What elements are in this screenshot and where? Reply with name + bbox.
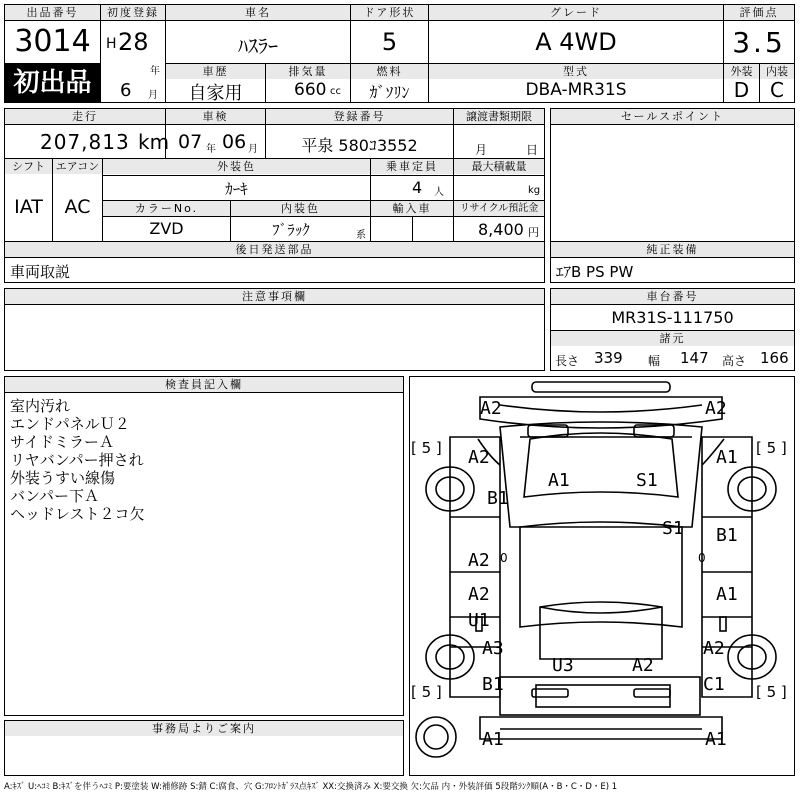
length-value: 339 xyxy=(594,349,623,367)
damage-mark: S1 xyxy=(662,518,684,539)
era: H xyxy=(106,36,117,52)
damage-mark: A1 xyxy=(548,470,570,491)
door-mark: 0 xyxy=(500,551,508,565)
tire-depth: [ 5 ] xyxy=(756,439,787,457)
load-unit: kg xyxy=(528,185,541,196)
model-label: 型式 xyxy=(429,64,723,79)
recycle-value: 8,400 xyxy=(478,220,524,239)
damage-mark: A1 xyxy=(705,729,727,750)
lot-number-label: 出品番号 xyxy=(5,5,100,20)
door-label: ドア形状 xyxy=(351,5,428,20)
interior-color-label: 内装色 xyxy=(231,201,370,216)
transfer-day: 日 xyxy=(526,143,539,157)
damage-mark: A2 xyxy=(468,550,490,571)
door-mark: 0 xyxy=(698,551,706,565)
length-label: 長さ xyxy=(555,354,580,368)
interior-label: 内装 xyxy=(760,64,794,79)
damage-mark: S1 xyxy=(636,470,658,491)
damage-mark: B1 xyxy=(487,488,509,509)
mileage-value: 207,813 xyxy=(40,130,130,154)
inspector-line: サイドミラーＡ xyxy=(10,433,114,451)
transfer-label: 譲渡書類期限 xyxy=(454,109,544,124)
chassis-label: 車台番号 xyxy=(551,289,794,304)
door-value: 5 xyxy=(381,28,398,56)
damage-mark: A2 xyxy=(468,447,490,468)
inspection-year: 07 xyxy=(178,131,203,153)
width-label: 幅 xyxy=(648,354,661,368)
exterior-score: D xyxy=(733,78,750,102)
shift-value: IAT xyxy=(14,196,43,218)
inspector-line: バンパー下Ａ xyxy=(10,487,99,505)
mileage-unit: km xyxy=(138,130,170,154)
damage-mark: A1 xyxy=(482,729,504,750)
score-value: 3.5 xyxy=(732,26,786,59)
car-outline-diagram xyxy=(410,377,793,774)
lot-number: 3014 xyxy=(14,24,91,59)
specs-label: 諸元 xyxy=(551,331,794,346)
inspector-line: 室内汚れ xyxy=(10,397,71,415)
height-label: 高さ xyxy=(722,354,747,368)
damage-mark: A2 xyxy=(632,655,654,676)
inspection-year-unit: 年 xyxy=(206,144,216,155)
chassis-value: MR31S-111750 xyxy=(611,308,734,327)
notes-label: 注意事項欄 xyxy=(5,289,544,304)
tire-depth: [ 5 ] xyxy=(411,683,442,701)
aircon-label: エアコン xyxy=(53,159,102,174)
car-name-label: 車名 xyxy=(166,5,350,20)
damage-mark: A2 xyxy=(480,398,502,419)
capacity-unit: 人 xyxy=(434,187,444,198)
color-no-value: ZVD xyxy=(149,219,184,238)
inspection-month: 06 xyxy=(222,131,247,153)
model-value: DBA-MR31S xyxy=(525,80,627,100)
inspector-line: エンドパネルＵ２ xyxy=(10,415,130,433)
shift-label: シフト xyxy=(5,159,52,174)
inspector-line: 外装うすい線傷 xyxy=(10,469,116,487)
first-registration-label: 初度登録 xyxy=(101,5,165,20)
damage-mark: A2 xyxy=(705,398,727,419)
damage-mark: A1 xyxy=(716,447,738,468)
history-value: 自家用 xyxy=(188,83,243,104)
inspector-line: ヘッドレスト２コ欠 xyxy=(10,505,145,523)
exterior-color-value: ｶｰｷ xyxy=(225,180,248,198)
damage-mark: C1 xyxy=(703,674,725,695)
equipment-value: ｴｱB PS PW xyxy=(556,263,634,281)
damage-mark: A3 xyxy=(482,638,504,659)
inspector-line: リヤバンパー押され xyxy=(10,451,144,469)
registration-month: 6 xyxy=(120,80,132,101)
interior-color-suffix: 系 xyxy=(356,230,366,241)
grade-value: A 4WD xyxy=(535,28,617,56)
damage-mark: U3 xyxy=(552,655,574,676)
inspection-month-unit: 月 xyxy=(248,144,258,155)
fuel-label: 燃料 xyxy=(351,64,428,79)
interior-score: C xyxy=(770,78,784,102)
interior-color-value: ﾌﾞﾗｯｸ xyxy=(272,221,310,239)
plate-value: 平泉 580ｺ3552 xyxy=(301,136,418,155)
month-unit: 月 xyxy=(148,90,158,101)
mileage-label: 走行 xyxy=(5,109,165,124)
damage-diagram xyxy=(409,376,795,776)
year-unit: 年 xyxy=(150,66,160,77)
color-no-label: カラーNo. xyxy=(103,201,230,216)
recycle-unit: 円 xyxy=(528,226,539,239)
damage-mark: B1 xyxy=(716,525,738,546)
inspector-label: 検査員記入欄 xyxy=(5,377,403,392)
damage-mark: A2 xyxy=(703,638,725,659)
office-label: 事務局よりご案内 xyxy=(5,721,403,736)
damage-mark: A1 xyxy=(716,584,738,605)
transfer-month: 月 xyxy=(475,143,488,157)
damage-mark: B1 xyxy=(482,674,504,695)
width-value: 147 xyxy=(680,349,709,367)
equipment-label: 純正装備 xyxy=(551,242,794,257)
tire-depth: [ 5 ] xyxy=(756,683,787,701)
displacement-value: 660 xyxy=(294,80,327,100)
damage-mark: U1 xyxy=(468,610,490,631)
height-value: 166 xyxy=(760,349,789,367)
plate-label: 登録番号 xyxy=(266,109,453,124)
inspection-label: 車検 xyxy=(166,109,265,124)
exterior-color-label: 外装色 xyxy=(103,159,370,174)
exterior-label: 外装 xyxy=(724,64,759,79)
later-parts-value: 車両取説 xyxy=(10,263,71,281)
grade-label: グレード xyxy=(429,5,723,20)
later-parts-label: 後日発送部品 xyxy=(5,242,544,257)
displacement-unit: cc xyxy=(330,86,341,97)
car-name: ﾊｽﾗｰ xyxy=(238,34,278,58)
sales-point-label: セールスポイント xyxy=(551,109,794,124)
first-listing-badge: 初出品 xyxy=(5,64,100,102)
legend: A:ｷｽﾞ U:ﾍｺﾐ B:ｷｽﾞを伴うﾍｺﾐ P:要塗装 W:補修跡 S:錆 C:腐食、穴 G:ﾌﾛﾝﾄｶﾞﾗｽ点ｷｽﾞ XX:交換済み X:要交換 欠:欠品 内・外装評価 5段階ﾗﾝｸ順(A・B・C・D・E) 1 xyxy=(4,782,618,792)
history-label: 車歴 xyxy=(166,64,265,79)
score-label: 評価点 xyxy=(724,5,794,20)
capacity-label: 乗車定員 xyxy=(371,159,453,174)
import-label: 輸入車 xyxy=(371,201,453,216)
damage-mark: A2 xyxy=(468,584,490,605)
aircon-value: AC xyxy=(64,196,91,218)
tire-depth: [ 5 ] xyxy=(411,439,442,457)
displacement-label: 排気量 xyxy=(266,64,350,79)
load-label: 最大積載量 xyxy=(454,159,544,174)
registration-year: 28 xyxy=(118,28,149,56)
fuel-value: ｶﾞｿﾘﾝ xyxy=(369,83,410,102)
capacity-value: 4 xyxy=(412,178,423,197)
recycle-label: リサイクル預託金 xyxy=(454,201,544,216)
